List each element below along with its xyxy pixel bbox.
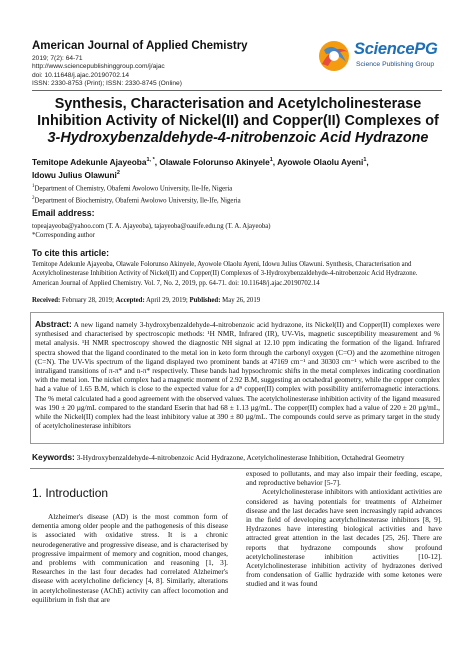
logo-subtitle: Science Publishing Group	[356, 61, 435, 68]
abstract-text: A new ligand namely 3-hydroxybenzaldehyde-4-nitrobenzoic acid hydrazone, its Nickel(II) and Copper(II) complexes were synthesised and characterised by spectroscopic methods: ¹H NMR, Infrared (IR), UV-Vis, magnetic susceptibility measurement and % metal analysis. ¹H NMR spectroscopy showed the diagnostic NH signal at 12.10 ppm indicating the formation of the ligand. Infrared spectra showed that the ligand coordinated to the metal ion in keto form through the carbonyl oxygen (C=O) and the azomethine nitrogen (C=N). The UV-Vis spectrum of the ligand displayed two prominent bands at 47169 cm⁻¹ and 30303 cm⁻¹ which were ascribed to the intraligand transitions of π-π* and n-π* respectively. These bands had hypsochromic shifts in the metal complexes indicating coordination with the metal ion. The nickel complex had a magnetic moment of 2.92 B.M, suggesting an octahedral geometry, while the copper complex had a value of 1.65 B.M, which is close to the expected value for a d⁹ copper(II) complex with possibility antiferromagnetic interactions. The % metal calculated had a good agreement with the observed values. The acetylcholinesterase inhibition activity of the ligand measured was 190 ± 20 µg/mL compared to the standard Eserin that had 68 ± 1.13 µg/mL. The copper(II) complex had a value of 220 ± 20 µg/mL, while the Nickel(II) complex had the least inhibitory value at 390 ± 80 µg/mL. The compounds could serve as primary target in the study of acetylcholinesterase inhibitors	[35, 321, 441, 431]
keywords	[32, 452, 444, 462]
affiliations	[32, 182, 241, 206]
meta-line: 2019; 7(2): 64-71	[32, 55, 83, 62]
citation-text: Temitope Adekunle Ajayeoba, Olawale Folorunso Akinyele, Ayowole Olaolu Ayeni, Idowu Julius Olawuni. Synthesis, Characterisation and Acetylcholinesterase Inhibition Activity of Nickel(II) and Copper(II) Complexes of 3-Hydroxybenzaldehyde-4-nitrobenzoic Acid Hydrazone. American Journal of Applied Chemistry. Vol. 7, No. 2, 2019, pp. 64-71. doi: 10.11648/j.ajac.20190702.14	[32, 261, 418, 287]
sciencepg-logo	[314, 38, 442, 78]
author-sup: 1, *	[146, 157, 155, 163]
intro-paragraph: Alzheimer's disease (AD) is the most common form of dementia among older people and the pathogenesis of this disease is associated with oxidative stress. It is a chronic neurodegenerative and progressive disease, and is characterised by progressive impairment of memory and cognition, mood changes, and problems with communication and reasoning [1, 3]. Researches in the last four decades had correlated Alzheimer's disease with acetylcholine deficiency [4, 8]. Similarly, alterations in acetylcholinesterase (AChE) activity can affect locomotion and equilibrium in fish that are	[32, 512, 228, 604]
keywords-label: Keywords:	[32, 452, 75, 462]
article-title	[32, 96, 444, 147]
intro-column-left	[32, 512, 228, 604]
author-name: Idowu Julius Olawuni	[32, 170, 117, 181]
author-name: Temitope Adekunle Ajayeoba	[32, 156, 147, 167]
meta-line: doi: 10.11648/j.ajac.20190702.14	[32, 71, 130, 79]
affil-sup: 1	[32, 184, 35, 189]
date-label: Published:	[189, 297, 221, 304]
author-name: , Ayowole Olaolu Ayeni	[272, 156, 364, 167]
title-line: Inhibition Activity of Nickel(II) and Copper(II) Complexes of	[37, 113, 439, 129]
journal-meta	[32, 55, 182, 88]
title-line: Synthesis, Characterisation and Acetylcholinesterase	[54, 96, 422, 112]
publication-dates	[32, 297, 260, 304]
intro-paragraph: exposed to pollutants, and may also impair their feeding, escape, and reproductive behavior [5-7].	[246, 469, 442, 488]
author-sup: 1	[269, 157, 273, 163]
meta-line: ISSN: 2330-8753 (Print); ISSN: 2330-8745 (Online)	[32, 79, 182, 87]
intro-paragraph: Acetylcholinesterase inhibitors with antioxidant activities are considered as having potentials for treatments of Alzheimer disease and the last decades have seen increasingly rapid advances in the field of developing acetylcholinesterase inhibitors [8, 9]. Hydrazones have interesting biological activities and have attracted great attention in the last decades [25, 26]. There are reports that hydrazone compounds show profound acetylcholinesterase inhibition activities [10-12]. Acetylcholinesterase inhibition activity of hydrazones derived from condensation of Gallic hydrazide with some ketones were studied and it was found	[246, 487, 442, 589]
email-heading: Email address:	[32, 208, 95, 218]
affiliation: Department of Biochemistry, Obafemi Awolowo University, Ile-Ife, Nigeria	[34, 197, 241, 205]
abstract	[35, 320, 440, 431]
journal-name: American Journal of Applied Chemistry	[32, 40, 248, 52]
author-sup: 2	[116, 170, 120, 177]
date-value: April 29, 2019;	[146, 297, 188, 304]
intro-column-right	[246, 469, 442, 589]
header-divider	[32, 90, 442, 91]
sciencepg-logo-mark-icon	[314, 38, 354, 74]
keywords-text: 3-Hydroxybenzaldehyde-4-nitrobenzoic Acid Hydrazone, Acetylcholinesterase Inhibition, Octahedral Geometry	[76, 453, 405, 462]
date-label: Accepted:	[115, 297, 145, 304]
section-heading: 1. Introduction	[32, 486, 109, 500]
title-line: 3-Hydroxybenzaldehyde-4-nitrobenzoic Acid Hydrazone	[47, 130, 429, 146]
author-list: Temitope Adekunle Ajayeoba$^{1, *}$, Olawale Folorunso Akinyele$^1$, Ayowole Olaolu Ayeni$^1$, Idowu Julius Olawuni$^2$	[32, 156, 369, 181]
affiliation: Department of Chemistry, Obafemi Awolowo University, Ile-Ife, Nigeria	[34, 185, 233, 193]
abstract-label: Abstract:	[35, 319, 72, 329]
date-value: February 28, 2019;	[62, 297, 114, 304]
meta-line: http://www.sciencepublishinggroup.com/j/ajac	[32, 63, 165, 71]
affil-sup: 2	[32, 195, 35, 201]
author-name: , Olawale Folorunso Akinyele	[154, 156, 270, 167]
corresponding-note: *Corresponding author	[32, 232, 95, 239]
cite-heading: To cite this article:	[32, 248, 110, 258]
date-value: May 26, 2019	[222, 297, 261, 304]
author-sup: 1	[363, 157, 367, 163]
email-line[interactable]: topeajayeoba@yahoo.com (T. A. Ajayeoba), tajayeoba@oauife.edu.ng (T. A. Ajayeoba)	[32, 223, 271, 230]
logo-wordmark: SciencePG	[354, 40, 438, 58]
date-label: Received:	[32, 297, 61, 304]
